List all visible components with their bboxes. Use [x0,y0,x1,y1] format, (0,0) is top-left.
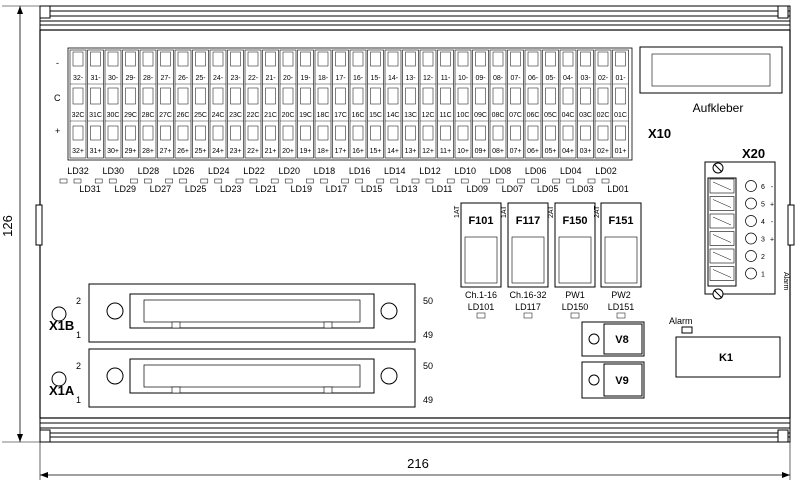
fuse-name: F117 [515,215,541,227]
led-label-odd: LD01 [607,184,629,194]
top-rail [40,6,790,30]
terminal-common-label: 26C [176,112,190,119]
led-row [60,166,629,194]
terminal-bottom-label: 27+ [159,148,172,155]
x20-label: X20 [742,146,766,161]
led-label-odd: LD25 [184,184,207,194]
fuse-caption: Ch.1-16 [464,290,498,300]
row-label-minus: - [56,58,59,68]
x20-pin-hole [746,268,757,279]
led-label-odd: LD31 [79,184,101,194]
fuse-led-label: LD117 [515,302,541,312]
terminal-column [175,50,191,158]
terminal-top-label: 21- [265,75,276,82]
led-indicator [130,179,137,183]
terminal-top-label: 14- [387,75,399,82]
led-indicator [391,179,398,183]
led-label-odd: LD29 [114,184,136,194]
led-label-even: LD20 [278,166,300,176]
terminal-top-label: 24- [212,75,224,82]
alarm-led-label: Alarm [669,316,693,326]
varistor-v8 [582,322,644,356]
terminal-common-label: 27C [159,112,172,119]
led-indicator [377,179,384,183]
relay-k1 [676,337,780,377]
fuse-led-indicator [477,313,485,318]
terminal-top-label: 05- [545,75,556,82]
terminal-top-label: 28- [142,75,154,82]
x20-polarity: - [770,184,774,191]
terminal-column [263,50,279,158]
led-indicator [567,179,574,183]
bottom-rail [40,418,790,442]
fuse-rating: 1AT [501,205,508,218]
connector-pin-tr: 50 [423,361,434,371]
terminal-top-label: 29- [125,75,136,82]
x20-alarm-label: Alarm [782,272,789,291]
led-label-even: LD32 [67,166,89,176]
terminal-column [560,50,576,158]
terminal-column [473,50,489,158]
terminal-column [210,50,226,158]
terminal-top-label: 22- [247,75,259,82]
terminal-common-label: 10C [456,112,470,119]
terminal-top-label: 10- [457,75,469,82]
fuse-caption: PW2 [611,290,631,300]
terminal-column [228,50,244,158]
terminal-common-label: 16C [351,112,365,119]
terminal-column [508,50,524,158]
terminal-bottom-label: 16+ [352,148,364,155]
led-indicator [60,179,67,183]
terminal-bottom-label: 26+ [177,148,189,155]
side-tab-right [788,205,794,245]
terminal-top-label: 25- [195,75,206,82]
terminal-top-label: 08- [492,75,504,82]
terminal-column [298,50,314,158]
terminal-column [543,50,559,158]
led-label-odd: LD09 [466,184,488,194]
connector-pin-br: 49 [423,330,434,340]
terminal-column [438,50,454,158]
terminal-common-label: 19C [299,112,312,119]
fuse-led-indicator [617,313,625,318]
connector-pin-tl: 2 [76,296,82,306]
terminal-common-label: 32C [71,112,85,119]
terminal-bottom-label: 12+ [422,148,434,155]
fuse-f101 [454,203,501,318]
terminal-bottom-label: 20+ [282,148,294,155]
terminal-top-label: 31- [90,75,101,82]
terminal-column [245,50,261,158]
fuse-name: F150 [562,215,588,227]
led-indicator [356,179,363,183]
terminal-top-label: 19- [300,75,311,82]
x20-pin-hole [746,198,757,209]
x20-pin-number: 1 [761,271,765,279]
led-indicator [412,179,419,183]
x10-label: X10 [648,126,672,141]
v9-label: V9 [615,375,629,387]
led-indicator [180,179,187,183]
led-indicator [285,179,292,183]
terminal-top-label: 02- [597,75,609,82]
connector-group [49,284,433,407]
led-label-even: LD26 [172,166,195,176]
terminal-top-label: 06- [527,75,539,82]
fuse-led-indicator [524,313,532,318]
terminal-bottom-label: 18+ [317,148,329,155]
led-indicator [250,179,257,183]
height-label: 126 [0,215,15,237]
terminal-common-label: 13C [404,112,417,119]
x20-pin-number: 3 [761,236,765,244]
terminal-bottom-label: 19+ [299,148,312,155]
terminal-top-label: 26- [177,75,189,82]
terminal-common-label: 31C [89,112,102,119]
terminal-column [315,50,331,158]
terminal-block-x10 [54,48,671,160]
x20-pin-number: 4 [761,219,765,226]
terminal-common-label: 23C [229,112,242,119]
terminal-bottom-label: 14+ [387,148,399,155]
fuse-f117 [501,203,548,318]
terminal-top-label: 16- [352,75,364,82]
sticker-label: Aufkleber [692,101,744,115]
terminal-column [105,50,121,158]
fuse-led-label: LD151 [607,302,635,312]
led-indicator [461,179,468,183]
terminal-column [385,50,401,158]
led-indicator [320,179,327,183]
terminal-common-label: 17C [334,112,347,119]
terminal-top-label: 15- [370,75,381,82]
fuse-rating: 1AT [454,205,461,218]
terminal-common-label: 05C [544,112,557,119]
fuse-caption: Ch.16-32 [509,290,547,300]
terminal-bottom-label: 03+ [579,148,592,155]
terminal-top-label: 27- [160,75,171,82]
terminal-common-label: 02C [596,112,610,119]
x20-pin-number: 2 [761,254,765,261]
led-indicator [271,179,278,183]
terminal-column [490,50,506,158]
terminal-column [123,50,139,158]
led-label-odd: LD17 [325,184,348,194]
x20-pin-hole [746,216,757,227]
terminal-top-label: 30- [107,75,119,82]
terminal-common-label: 11C [439,112,452,119]
led-label-odd: LD21 [255,184,277,194]
terminal-common-label: 08C [491,112,505,119]
terminal-top-label: 12- [422,75,434,82]
led-label-odd: LD05 [536,184,559,194]
terminal-top-label: 13- [405,75,416,82]
terminal-column [525,50,541,158]
terminal-bottom-label: 02+ [597,148,609,155]
terminal-common-label: 14C [386,112,400,119]
terminal-common-label: 07C [509,112,522,119]
terminal-common-label: 15C [369,112,382,119]
connector-pin-tl: 2 [76,361,82,371]
fuse-f151 [594,203,641,318]
terminal-column [140,50,156,158]
led-label-odd: LD19 [290,184,312,194]
terminal-bottom-label: 11+ [439,148,452,155]
led-indicator [215,179,222,183]
terminal-common-label: 29C [124,112,137,119]
led-indicator [496,179,503,183]
x20-pin-hole [746,181,757,192]
terminal-column [333,50,349,158]
led-label-even: LD08 [489,166,512,176]
terminal-common-label: 06C [526,112,540,119]
terminal-bottom-label: 30+ [107,148,119,155]
terminal-column [280,50,296,158]
terminal-top-label: 20- [282,75,294,82]
terminal-bottom-label: 08+ [492,148,504,155]
terminal-bottom-label: 10+ [457,148,469,155]
led-label-even: LD16 [348,166,371,176]
x20-pin-number: 6 [761,184,765,191]
terminal-top-label: 04- [562,75,574,82]
terminal-column [595,50,611,158]
led-indicator [306,179,313,183]
terminal-common-label: 24C [211,112,225,119]
led-indicator [482,179,489,183]
fuse-name: F151 [608,215,634,227]
terminal-top-label: 18- [317,75,329,82]
led-indicator [588,179,595,183]
led-label-even: LD06 [524,166,547,176]
terminal-column [88,50,104,158]
terminal-column [193,50,209,158]
connector-pin-br: 49 [423,395,434,405]
terminal-top-label: 01- [615,75,626,82]
led-label-even: LD18 [313,166,336,176]
x20-pin-hole [746,251,757,262]
led-indicator [532,179,539,183]
terminal-bottom-label: 15+ [369,148,382,155]
connector-x20 [705,146,789,299]
led-label-even: LD28 [137,166,160,176]
connector-name: X1B [49,318,75,333]
terminal-bottom-label: 06+ [527,148,539,155]
terminal-column [420,50,436,158]
terminal-bottom-label: 07+ [509,148,522,155]
fuse-rating: 2AT [594,205,601,218]
x20-polarity: + [769,201,775,209]
fuse-caption: PW1 [565,290,585,300]
led-label-odd: LD07 [501,184,524,194]
x20-polarity: + [769,236,775,244]
connector-x1a [49,349,433,407]
terminal-bottom-label: 22+ [247,148,259,155]
terminal-common-label: 21C [264,112,277,119]
terminal-column [70,50,86,158]
led-indicator [518,179,525,183]
terminal-top-label: 23- [230,75,241,82]
led-label-even: LD04 [560,166,582,176]
row-label-common: C [54,93,61,103]
terminal-bottom-label: 28+ [142,148,154,155]
connector-pin-bl: 1 [76,395,82,405]
led-indicator [109,179,116,183]
terminal-column [350,50,366,158]
x20-polarity: - [770,219,774,226]
led-indicator [602,179,609,183]
terminal-bottom-label: 31+ [89,148,102,155]
row-label-plus: + [55,126,61,136]
led-indicator [144,179,151,183]
terminal-bottom-label: 23+ [229,148,242,155]
terminal-common-label: 01C [614,112,627,119]
connector-pin-bl: 1 [76,330,82,340]
led-label-even: LD22 [243,166,265,176]
terminal-bottom-label: 13+ [404,148,417,155]
dimension-height [0,6,40,442]
x20-pin-hole [746,233,757,244]
dimension-width [40,442,790,480]
fuse-rating: 2AT [548,205,555,218]
width-label: 216 [407,456,429,471]
terminal-column [578,50,594,158]
fuse-led-label: LD101 [467,302,495,312]
led-label-odd: LD15 [360,184,383,194]
terminal-column [158,50,174,158]
led-label-even: LD12 [419,166,441,176]
connector-name: X1A [49,383,75,398]
led-label-odd: LD13 [396,184,418,194]
led-label-odd: LD11 [431,184,453,194]
terminal-bottom-label: 24+ [212,148,224,155]
terminal-bottom-label: 21+ [264,148,277,155]
terminal-bottom-label: 25+ [194,148,207,155]
fuse-led-label: LD150 [561,302,589,312]
led-label-odd: LD27 [149,184,172,194]
led-label-even: LD14 [384,166,406,176]
fuse-f150 [548,203,595,318]
connector-x1b [49,284,433,342]
alarm-led [669,316,693,333]
terminal-bottom-label: 29+ [124,148,137,155]
terminal-common-label: 25C [194,112,207,119]
terminal-bottom-label: 05+ [544,148,557,155]
terminal-top-label: 17- [335,75,346,82]
led-indicator [236,179,243,183]
fuse-led-indicator [571,313,579,318]
k1-label: K1 [718,352,734,364]
terminal-top-label: 09- [475,75,486,82]
terminal-top-label: 11- [440,75,451,82]
terminal-common-label: 03C [579,112,592,119]
led-indicator [74,179,81,183]
led-label-even: LD10 [454,166,476,176]
terminal-bottom-label: 32+ [72,148,84,155]
x20-pin-number: 5 [761,201,765,209]
terminal-column [368,50,384,158]
terminal-bottom-label: 04+ [562,148,574,155]
terminal-bottom-label: 17+ [334,148,347,155]
fuse-group [454,203,641,318]
terminal-column [403,50,419,158]
fuse-name: F101 [468,215,494,227]
led-label-odd: LD23 [220,184,242,194]
terminal-column [613,50,629,158]
led-label-even: LD24 [208,166,230,176]
led-label-even: LD02 [595,166,617,176]
terminal-common-label: 20C [281,112,295,119]
terminal-common-label: 22C [246,112,260,119]
terminal-column [455,50,471,158]
terminal-bottom-label: 09+ [474,148,487,155]
terminal-common-label: 18C [316,112,330,119]
led-indicator [201,179,208,183]
v8-label: V8 [615,334,629,346]
led-indicator [426,179,433,183]
led-indicator [95,179,102,183]
terminal-common-label: 28C [141,112,155,119]
terminal-top-label: 03- [580,75,591,82]
terminal-top-label: 07- [510,75,521,82]
terminal-common-label: 30C [106,112,120,119]
terminal-common-label: 09C [474,112,487,119]
led-indicator [342,179,349,183]
terminal-common-label: 04C [561,112,575,119]
terminal-common-label: 12C [421,112,435,119]
terminal-top-label: 32- [72,75,84,82]
connector-pin-tr: 50 [423,296,434,306]
sticker [640,47,782,115]
led-indicator [447,179,454,183]
side-tab-left [36,205,42,245]
led-indicator [553,179,560,183]
led-label-odd: LD03 [572,184,594,194]
varistor-v9 [582,362,644,398]
led-label-even: LD30 [102,166,124,176]
terminal-bottom-label: 01+ [614,148,627,155]
led-indicator [166,179,173,183]
